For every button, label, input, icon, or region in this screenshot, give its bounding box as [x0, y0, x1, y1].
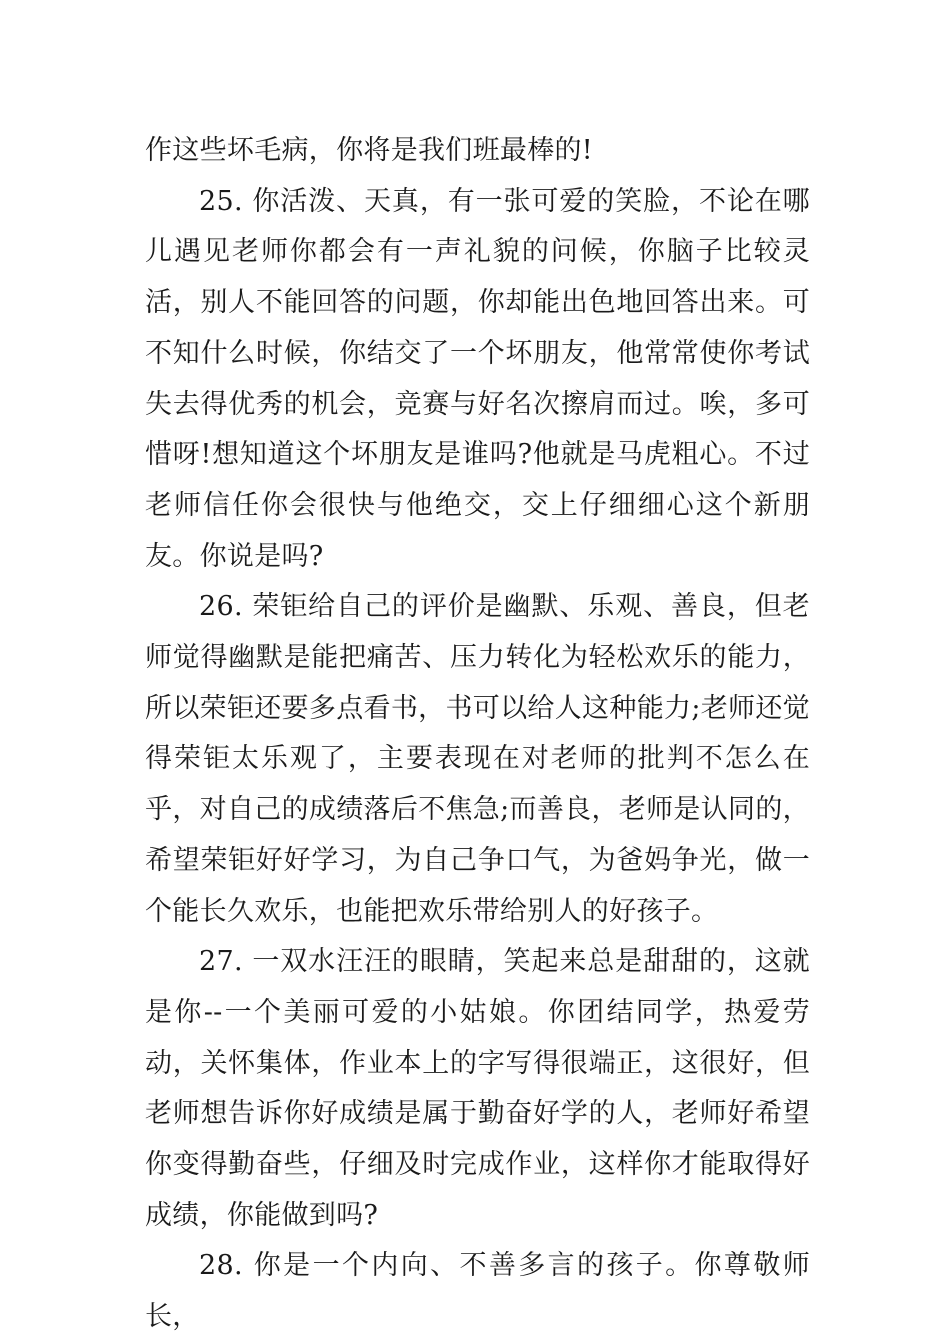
document-body: [145, 126, 810, 1343]
paragraph-continuation: 作这些坏毛病，你将是我们班最棒的!: [145, 135, 593, 166]
paragraph-28: 28. 你是一个内向、不善多言的孩子。你尊敬师长，: [145, 1250, 810, 1333]
paragraph-26: 26. 荣钜给自己的评价是幽默、乐观、善良，但老师觉得幽默是能把痛苦、压力转化为轻松欢乐的能力，所以荣钜还要多点看书，书可以给人这种能力;老师还觉得荣钜太乐观了，主要表现在对老师的批判不怎么在乎，对自己的成绩落后不焦急;而善良，老师是认同的，希望荣钜好好学习，为自己争口气，为爸妈争光，做一个能长久欢乐，也能把欢乐带给别人的好孩子。: [145, 591, 810, 927]
paragraph-27: 27. 一双水汪汪的眼睛，笑起来总是甜甜的，这就是你--一个美丽可爱的小姑娘。你团结同学，热爱劳动，关怀集体，作业本上的字写得很端正，这很好，但老师想告诉你好成绩是属于勤奋好学的人，老师好希望你变得勤奋些，仔细及时完成作业，这样你才能取得好成绩，你能做到吗?: [145, 946, 810, 1231]
paragraph-25: 25. 你活泼、天真，有一张可爱的笑脸，不论在哪儿遇见老师你都会有一声礼貌的问候，你脑子比较灵活，别人不能回答的问题，你却能出色地回答出来。可不知什么时候，你结交了一个坏朋友，他常常使你考试失去得优秀的机会，竞赛与好名次擦肩而过。唉，多可惜呀!想知道这个坏朋友是谁吗?他就是马虎粗心。不过老师信任你会很快与他绝交，交上仔细细心这个新朋友。你说是吗?: [145, 185, 810, 572]
